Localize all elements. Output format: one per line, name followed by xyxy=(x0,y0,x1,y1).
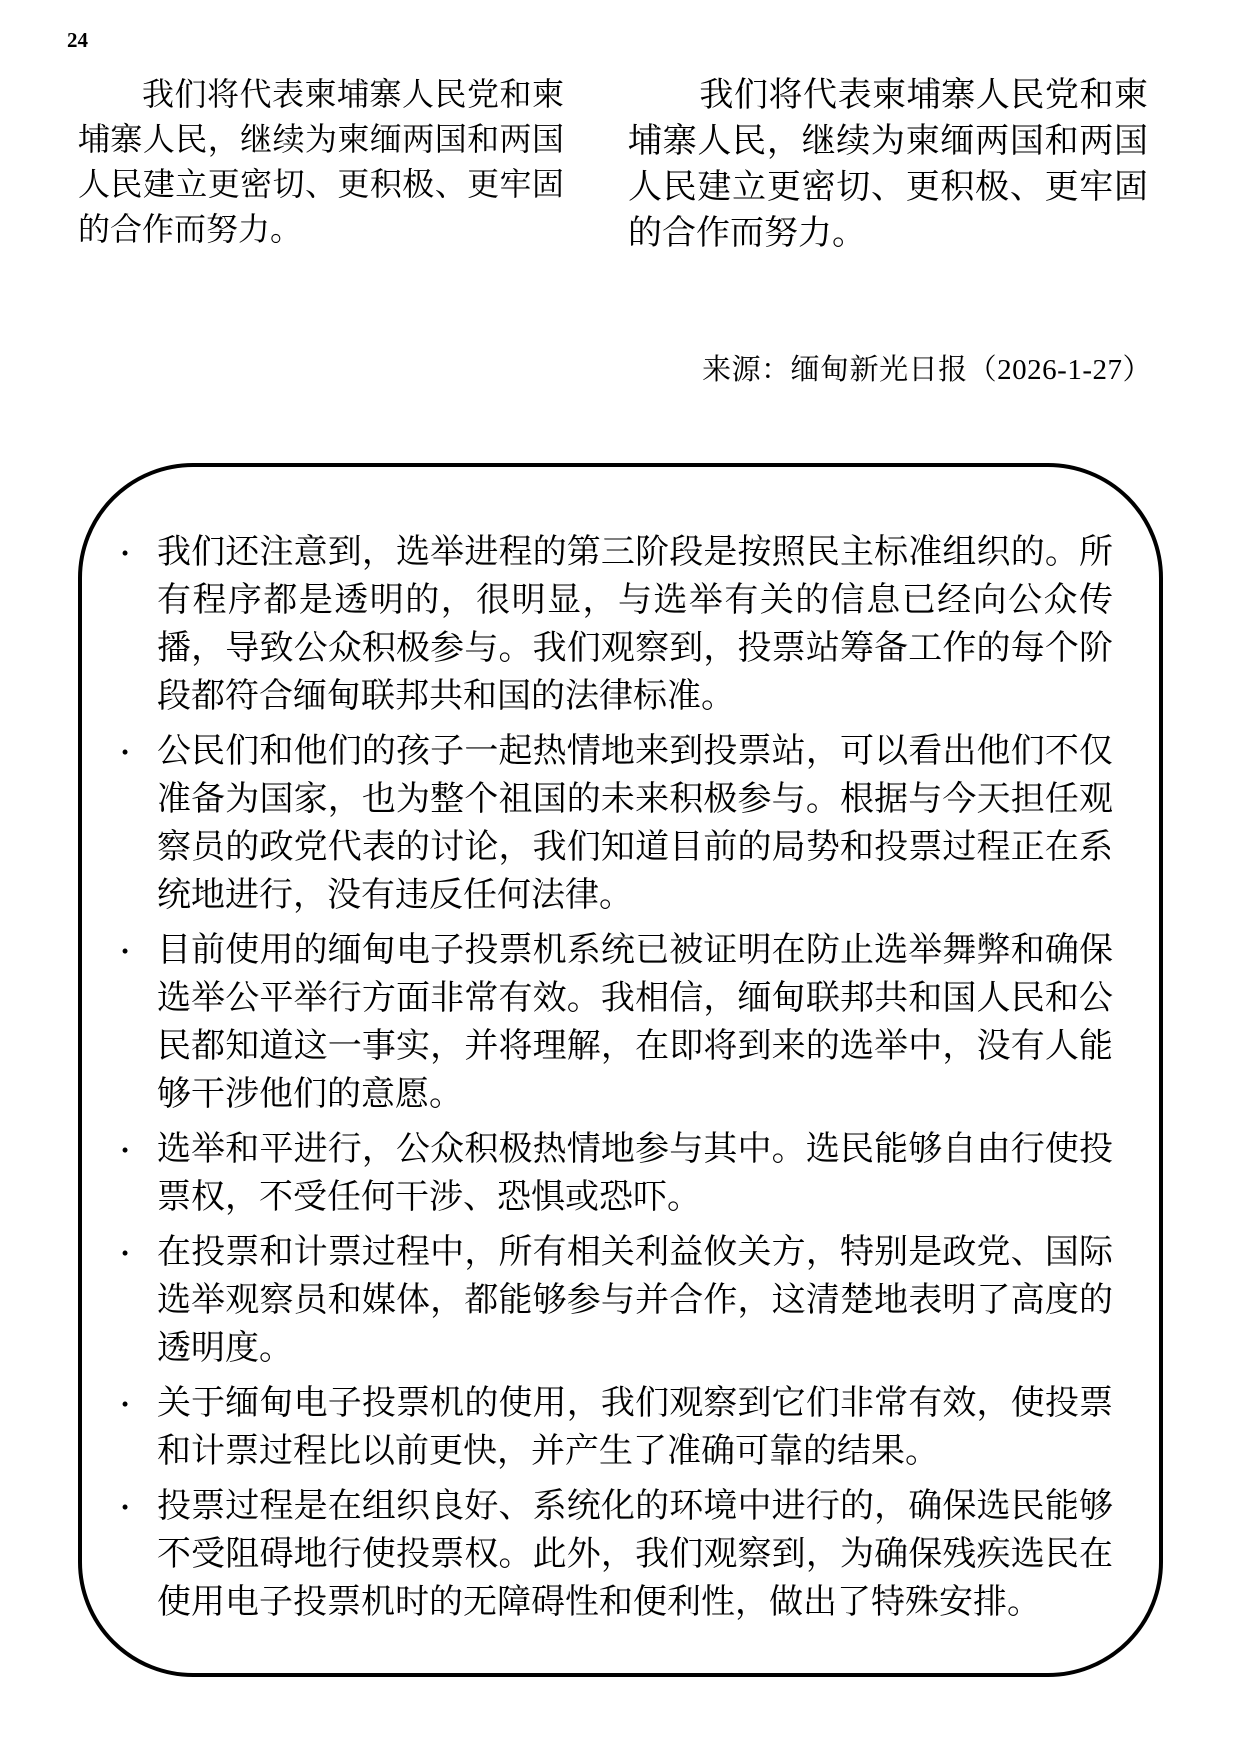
bullet-icon: • xyxy=(121,1495,129,1519)
list-item xyxy=(121,927,1113,1119)
bullet-text: 投票过程是在组织良好、系统化的环境中进行的，确保选民能够不受阻碍地行使投票权。此外，我们观察到，为确保残疾选民在使用电子投票机时的无障碍性和便利性，做出了特殊安排。 xyxy=(157,1488,1113,1621)
bullet-list xyxy=(82,467,1159,1667)
paragraph-right-column: 我们将代表柬埔寨人民党和柬埔寨人民，继续为柬缅两国和两国人民建立更密切、更积极、更牢固的合作而努力。 xyxy=(628,77,1148,252)
list-item xyxy=(121,529,1113,721)
list-item xyxy=(121,1380,1113,1476)
bullet-text: 关于缅甸电子投票机的使用，我们观察到它们非常有效，使投票和计票过程比以前更快，并产生了准确可靠的结果。 xyxy=(157,1385,1113,1470)
rounded-callout-box xyxy=(78,463,1163,1677)
bullet-icon: • xyxy=(121,1241,129,1265)
paragraph-left-column: 我们将代表柬埔寨人民党和柬埔寨人民，继续为柬缅两国和两国人民建立更密切、更积极、更牢固的合作而努力。 xyxy=(78,76,564,247)
bullet-text: 公民们和他们的孩子一起热情地来到投票站，可以看出他们不仅准备为国家，也为整个祖国的未来积极参与。根据与今天担任观察员的政党代表的讨论，我们知道目前的局势和投票过程正在系统地进行，没有违反任何法律。 xyxy=(157,733,1113,914)
bullet-text: 选举和平进行，公众积极热情地参与其中。选民能够自由行使投票权，不受任何干涉、恐惧或恐吓。 xyxy=(157,1131,1113,1216)
list-item xyxy=(121,1483,1113,1627)
bullet-icon: • xyxy=(121,740,129,764)
list-item xyxy=(121,728,1113,920)
bullet-icon: • xyxy=(121,939,129,963)
bullet-icon: • xyxy=(121,1138,129,1162)
page-number: 24 xyxy=(67,28,88,52)
list-item xyxy=(121,1229,1113,1373)
source-attribution: 来源：缅甸新光日报（2026-1-27） xyxy=(702,354,1152,386)
bullet-text: 在投票和计票过程中，所有相关利益攸关方，特别是政党、国际选举观察员和媒体，都能够参与并合作，这清楚地表明了高度的透明度。 xyxy=(157,1234,1113,1367)
bullet-icon: • xyxy=(121,541,129,565)
bullet-text: 我们还注意到，选举进程的第三阶段是按照民主标准组织的。所有程序都是透明的，很明显，与选举有关的信息已经向公众传播，导致公众积极参与。我们观察到，投票站筹备工作的每个阶段都符合缅甸联邦共和国的法律标准。 xyxy=(157,534,1113,715)
bullet-icon: • xyxy=(121,1392,129,1416)
list-item xyxy=(121,1126,1113,1222)
bullet-text: 目前使用的缅甸电子投票机系统已被证明在防止选举舞弊和确保选举公平举行方面非常有效。我相信，缅甸联邦共和国人民和公民都知道这一事实，并将理解，在即将到来的选举中，没有人能够干涉他们的意愿。 xyxy=(157,932,1113,1113)
